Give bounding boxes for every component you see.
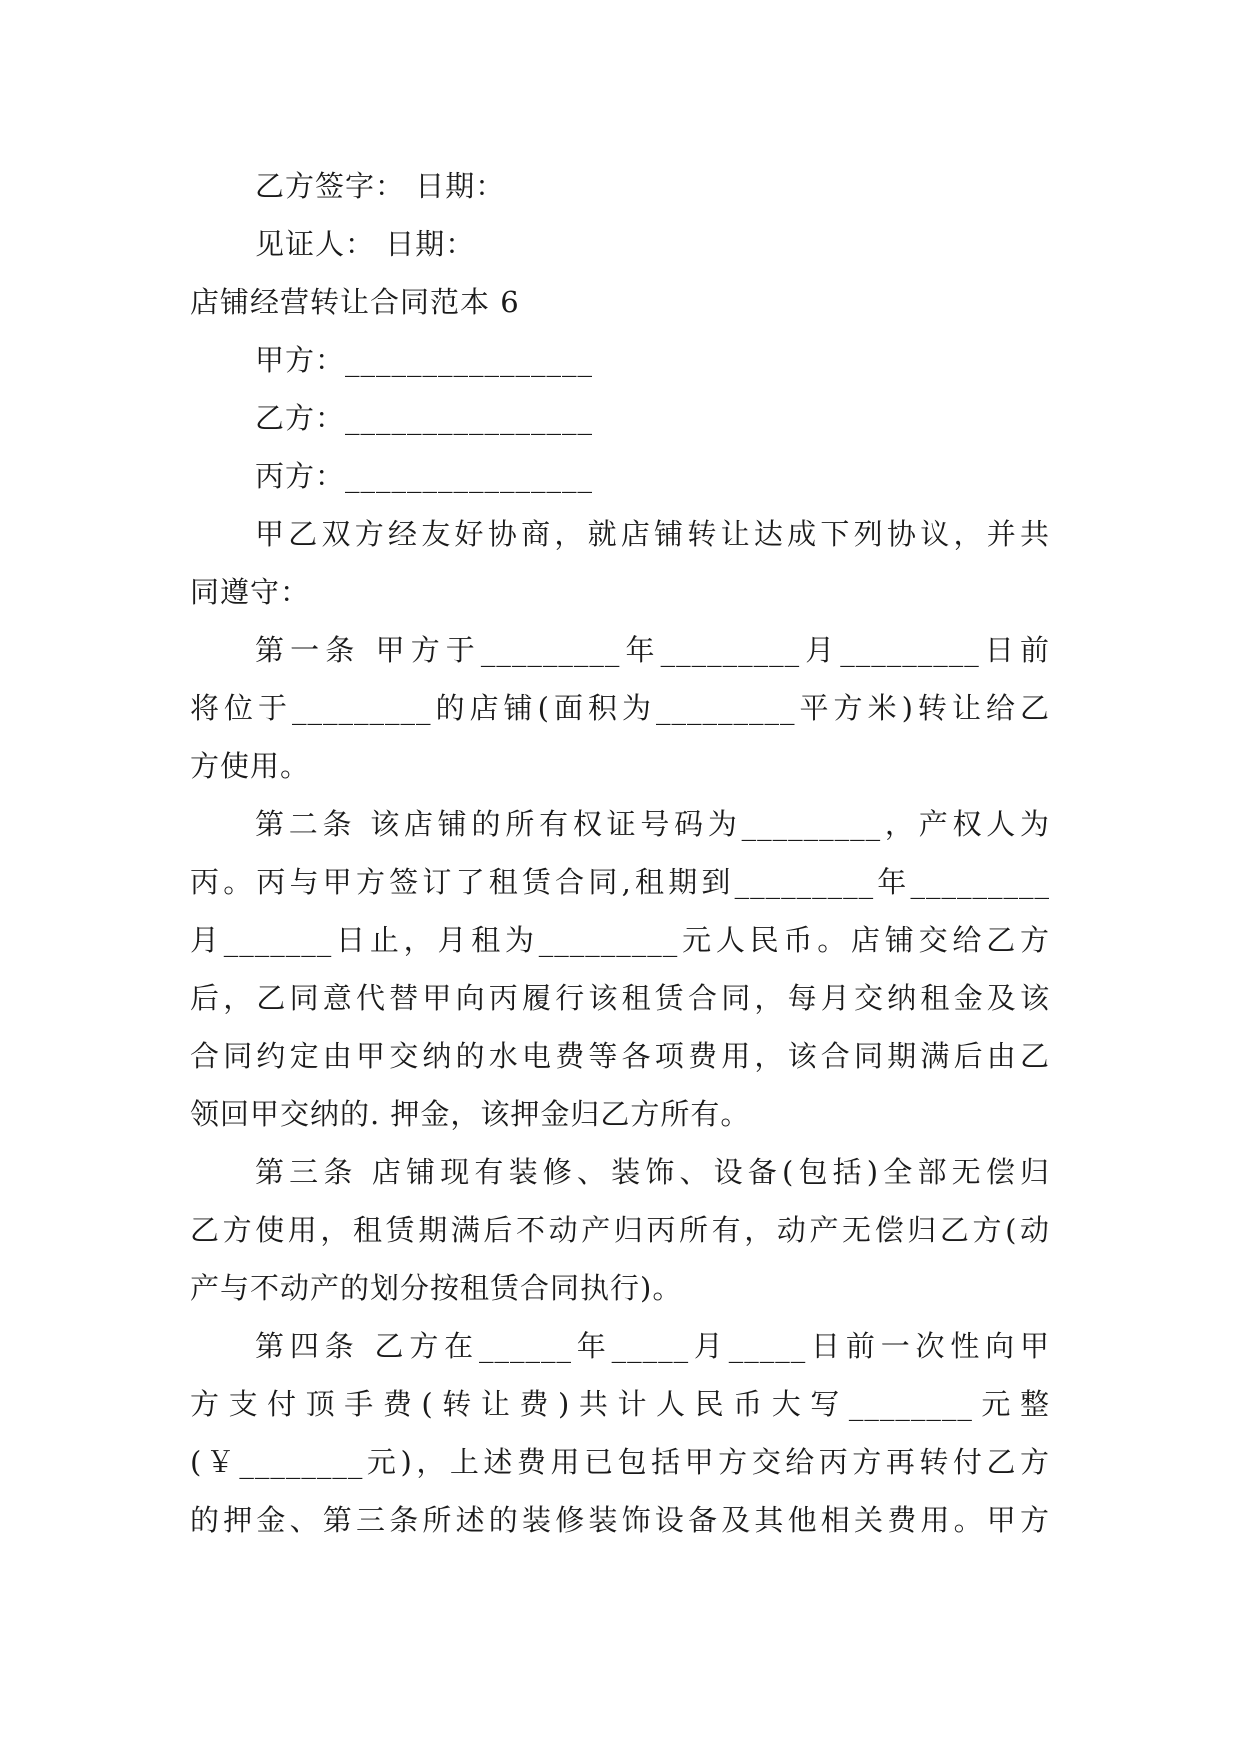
intro-paragraph-line: 甲乙双方经友好协商，就店铺转让达成下列协议，并共 <box>255 517 1050 551</box>
article-1-line: 第一条 甲方于_________年_________月_________日前 <box>255 633 1050 667</box>
article-4-line: 第四条 乙方在______年_____月_____日前一次性向甲 <box>255 1329 1050 1363</box>
article-4-line: 方支付顶手费(转让费)共计人民币大写________元整 <box>190 1387 1050 1421</box>
party-b-field: 乙方：________________ <box>255 401 594 435</box>
article-1-line: 将位于_________的店铺(面积为_________平方米)转让给乙 <box>190 691 1050 725</box>
article-3-line: 乙方使用，租赁期满后不动产归丙所有，动产无偿归乙方(动 <box>190 1213 1050 1247</box>
article-4-line: 的押金、第三条所述的装修装饰设备及其他相关费用。甲方 <box>190 1503 1050 1537</box>
article-3-line: 产与不动产的划分按租赁合同执行)。 <box>190 1271 683 1305</box>
party-a-field: 甲方：________________ <box>255 343 594 377</box>
intro-paragraph-line: 同遵守： <box>190 575 311 609</box>
article-2-line: 合同约定由甲交纳的水电费等各项费用，该合同期满后由乙 <box>190 1039 1050 1073</box>
article-3-line: 第三条 店铺现有装修、装饰、设备(包括)全部无偿归 <box>255 1155 1050 1189</box>
article-1-line: 方使用。 <box>190 749 311 783</box>
article-2-line: 后，乙同意代替甲向丙履行该租赁合同，每月交纳租金及该 <box>190 981 1050 1015</box>
article-2-line: 领回甲交纳的. 押金，该押金归乙方所有。 <box>190 1097 751 1131</box>
signature-line-party-b: 乙方签字： 日期： <box>255 169 506 203</box>
document-title: 店铺经营转让合同范本 6 <box>190 285 520 319</box>
article-2-line: 第二条 该店铺的所有权证号码为_________，产权人为 <box>255 807 1050 841</box>
signature-line-witness: 见证人： 日期： <box>255 227 476 261</box>
party-c-field: 丙方：________________ <box>255 459 594 493</box>
article-4-line: (￥________元)，上述费用已包括甲方交给丙方再转付乙方 <box>190 1445 1050 1479</box>
article-2-line: 丙。丙与甲方签订了租赁合同,租期到_________年_________ <box>190 865 1050 899</box>
article-2-line: 月_______日止，月租为_________元人民币。店铺交给乙方 <box>190 923 1050 957</box>
